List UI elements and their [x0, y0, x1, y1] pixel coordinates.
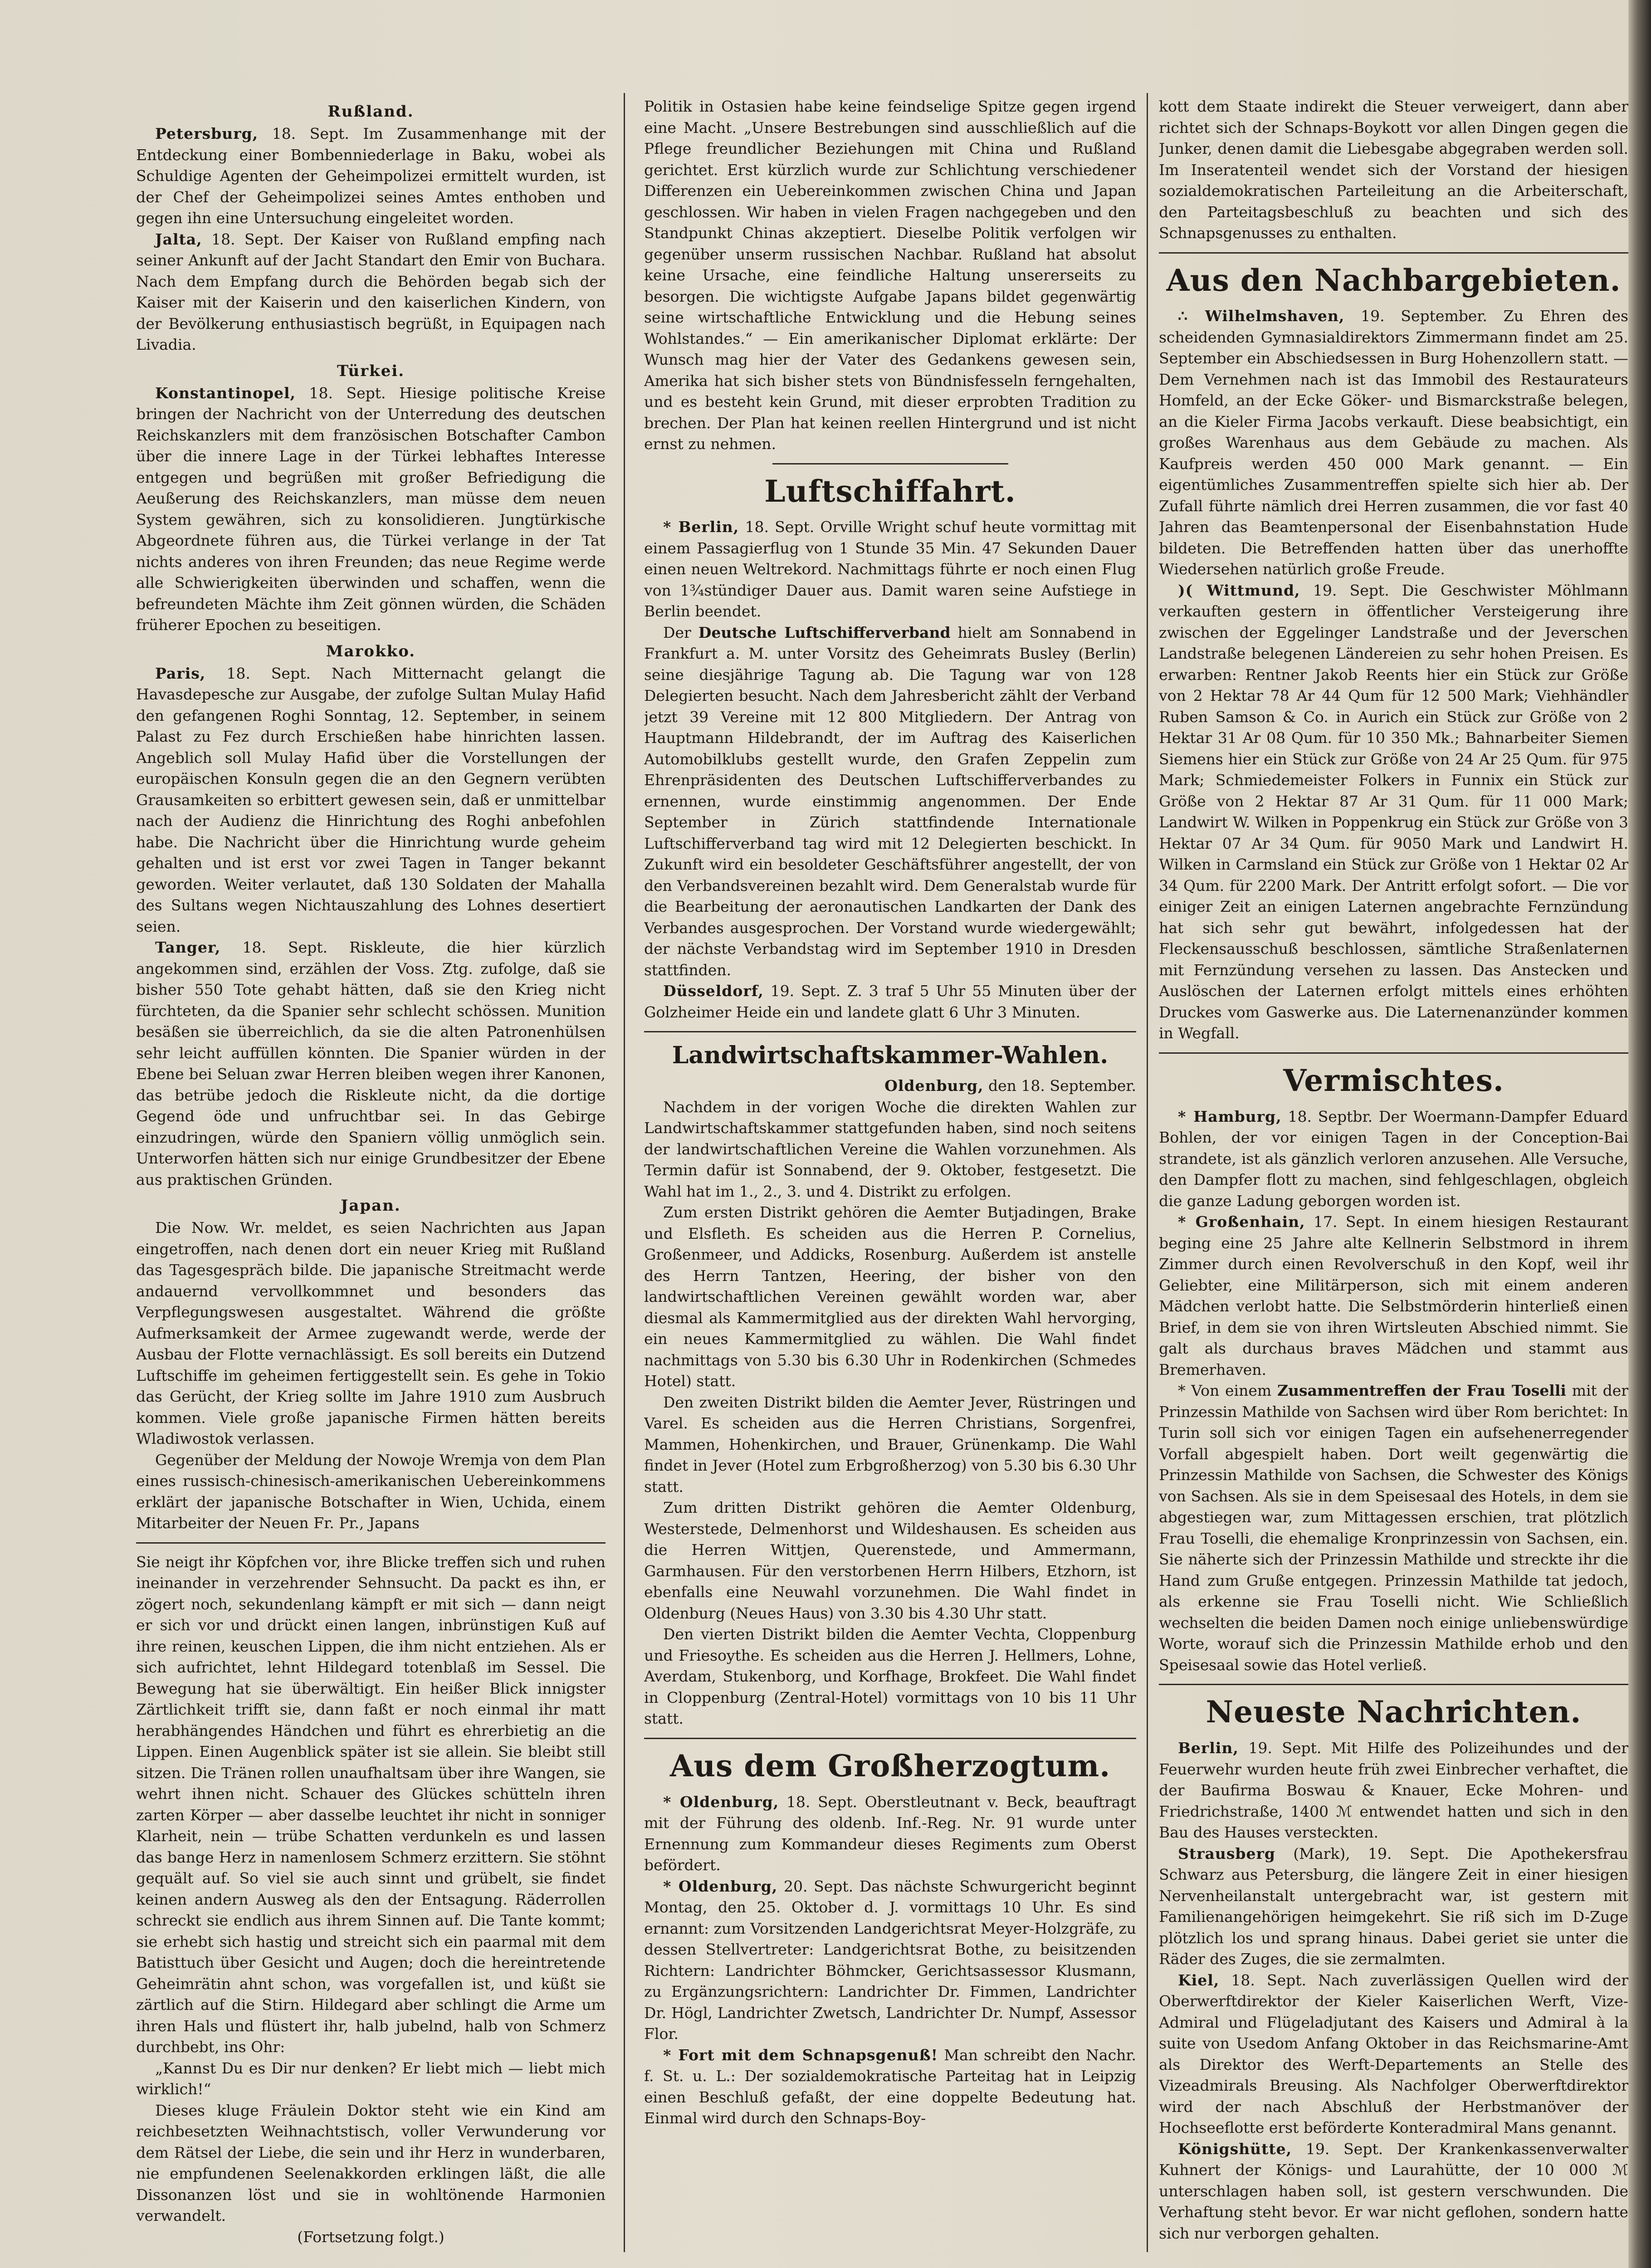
- column-divider-2: [1147, 93, 1148, 2252]
- dateline-oldenburg: Oldenburg, den 18. September.: [884, 1077, 1136, 1095]
- article-luftschifferverband: Der Deutsche Luftschifferverband hielt am Sonnabend in Frankfurt a. M. unter Vorsitz des Geheimrats Busley (Berlin) seine diesjährige Tagung ab. Die Tagung war von 128 Delegierten besucht. Nach dem Jahresbericht zählt der Verband jetzt 39 Vereine mit 12 800 Mitgliedern. Der Antrag von Hauptmann Hildebrandt, der im Auftrag des Kaiserlichen Automobilklubs gestellt wurde, den Grafen Zeppelin zum Ehrenpräsidenten des Deutschen Luftschifferverbandes zu ernennen, wurde einstimmig angenommen. Der Ende September in Zürich stattfindende Internationale Luftschifferverband tag wird mit 12 Delegierten beschickt. In Zukunft wird ein besoldeter Geschäftsführer angestellt, der von den Verbandsvereinen bezahlt wird. Dem Generalstab wurde für die Bearbeitung der aeronautischen Landkarten der Dank des Verbandes ausgesprochen. Der Vorstand wurde wiedergewählt; der nächste Verbandstag wird im September 1910 in Dresden stattfinden.: [644, 623, 1136, 979]
- section-heading-vermischtes: Vermischtes.: [1283, 1062, 1504, 1098]
- article-wittmund: )( Wittmund, 19. Sept. Die Geschwister Möhlmann verkauften gestern in öffentlicher Versteigerung ihre zwischen der Eggelinger Landstraße und der Jeverschen Landstraße belegenen Ländereien zu sehr hohen Preisen. Es erwarben: Rentner Jakob Reents hier ein Stück zur Größe von 2 Hektar 78 Ar 44 Qum für 12 500 Mark; Viehhändler Ruben Samson & Co. in Aurich ein Stück zur Größe von 2 Hektar 31 Ar 08 Qum. für 10 350 Mk.; Bahnarbeiter Siemen Siemens hier ein Stück zur Größe von 24 Ar 25 Qum. für 975 Mark; Schmiedemeister Folkers in Funnix ein Stück zur Größe von 2 Hektar 87 Ar 31 Qum. für 11 000 Mark; Landwirt W. Wilken in Poppenkrug ein Stück zur Größe von 3 Hektar 07 Ar 34 Qum. für 9050 Mark und Landwirt H. Wilken in Carmsland ein Stück zur Größe von 1 Hektar 02 Ar 34 Qum. für 2200 Mark. Der Antritt erfolgt sofort. — Die vor einiger Zeit an einigen Laternen angebrachte Fernzündung hat sich sehr gut bewährt, infolgedessen hat der Fleckensausschuß beschlossen, sämtliche Straßenlaternen mit Fernzündung versehen zu lassen. Das Anstecken und Auslöschen der Laternen erfolgt mittels eines erhöhten Druckes vom Gaswerke aus. Die Laternenanzünder kommen in Wegfall.: [1159, 581, 1628, 1042]
- article-paris: Paris, 18. Sept. Nach Mitternacht gelangt die Havasdepesche zur Ausgabe, der zufolge Sultan Mulay Hafid den gefangenen Roghi Sonntag, 12. September, in seinem Palast zu Fez durch Erschießen habe hinrichten lassen. Angeblich soll Mulay Hafid über die Vorstellungen der europäischen Konsuln gegen die an den Gegnern verübten Grausamkeiten so erbittert gewesen sein, daß er unmittelbar nach der Audienz die Hinrichtung des Roghi anbefohlen habe. Die Nachricht über die Hinrichtung wurde geheim gehalten und ist erst vor zwei Tagen in Tanger bekannt geworden. Weiter verlautet, daß 130 Soldaten der Mahalla des Sultans wegen Nichtauszahlung des Lohnes desertiert seien.: [136, 664, 606, 935]
- article-japan-2: Gegenüber der Meldung der Nowoje Wremja von dem Plan eines russisch-chinesisch-amerikanischen Uebereinkommens erklärt der japanische Botschafter in Wien, Uchida, einem Mitarbeiter der Neuen Fr. Pr., Japans: [136, 1451, 606, 1532]
- article-japan-1: Die Now. Wr. meldet, es seien Nachrichten aus Japan eingetroffen, nach denen dort ein neuer Krieg mit Rußland das Tagesgespräch bilde. Die japanische Streitmacht werde andauernd vervollkommnet und besonders das Verpflegungswesen ausgestaltet. Während die größte Aufmerksamkeit der Armee zugewandt werde, werde der Ausbau der Flotte vernachlässigt. Es soll bereits ein Dutzend Luftschiffe im geheimen fertiggestellt sein. Es gehe in Tokio das Gerücht, der Krieg sollte im Jahre 1910 zum Ausbruch kommen. Viele große japanische Firmen hätten bereits Wladiwostok verlassen.: [136, 1219, 606, 1447]
- divider: [1159, 1684, 1628, 1685]
- article-berlin-wright: * Berlin, 18. Sept. Orville Wright schuf heute vormittag mit einem Passagierflug von 1 Stunde 35 Min. 47 Sekunden Dauer einen neuen Weltrekord. Nachmittags führte er noch einen Flug von 1¾stündiger Dauer aus. Damit waren seine Aufstiege in Berlin beendet.: [644, 518, 1136, 621]
- feuilleton-divider: [136, 1542, 606, 1544]
- section-heading-neueste-nachrichten: Neueste Nachrichten.: [1206, 1694, 1582, 1730]
- article-n-berlin: Berlin, 19. Sept. Mit Hilfe des Polizeihundes und der Feuerwehr wurden heute früh zwei Einbrecher verhaftet, die der Baufirma Boswau & Knauer, Ecke Mohren- und Friedrichstraße, 1400 ℳ entwendet hatten und sich in den Bau des Hauses versteckten.: [1159, 1739, 1628, 1842]
- divider: [644, 1738, 1136, 1739]
- article-n-strausberg: Strausberg (Mark), 19. Sept. Die Apothekersfrau Schwarz aus Petersburg, die längere Zeit in einer hiesigen Nervenheilanstalt untergebracht war, ist gestern mit Familienangehörigen heimgekehrt. Sie riß sich im D-Zuge plötzlich los und sprang hinaus. Dabei geriet sie unter die Räder des Zuges, die sie zermalmten.: [1159, 1844, 1628, 1968]
- article-lwk-2: Zum ersten Distrikt gehören die Aemter Butjadingen, Brake und Elsfleth. Es scheiden aus die Herren P. Cornelius, Großenmeer, und Addicks, Rosenburg. Außerdem ist anstelle des Herrn Tantzen, Heering, der bisher von den landwirtschaftlichen Vereinen gewählt worden war, aber diesmal als Kammermitglied aus der direkten Wahl hervorging, ein neues Kammermitglied zu wählen. Die Wahl findet nachmittags von 5.30 bis 6.30 Uhr in Rodenkirchen (Schmedes Hotel) statt.: [644, 1203, 1136, 1390]
- article-tanger: Tanger, 18. Sept. Riskleute, die hier kürzlich angekommen sind, erzählen der Voss. Ztg. zufolge, daß sie bisher 550 Tote gehabt hätten, daß sie den Krieg nicht fürchteten, da die Spanier sehr schlecht schössen. Munition besäßen sie überreichlich, da sie die alten Patronenhülsen sehr leicht auffüllen könnten. Die Spanier würden in der Ebene bei Seluan zwar Herren bleiben wegen ihrer Kanonen, das betrübe jedoch die Riskleute nicht, da die dortige Gegend öde und unfruchtbar sei. In das Gebirge einzudringen, würde den Spaniern völlig unmöglich sein. Unterworfen hätten sich nur einige Grundbesitzer der Ebene aus praktischen Gründen.: [136, 938, 606, 1188]
- article-lwk-4: Zum dritten Distrikt gehören die Aemter Oldenburg, Westerstede, Delmenhorst und Wildeshausen. Es scheiden aus die Herren Wittjen, Querenstede, und Ammermann, Garmhausen. Für den verstorbenen Herrn Hilbers, Etzhorn, ist ebenfalls eine Neuwahl vorzunehmen. Die Wahl findet in Oldenburg (Neues Haus) von 3.30 bis 4.30 Uhr statt.: [644, 1499, 1136, 1622]
- article-grossenhain: * Großenhain, 17. Sept. In einem hiesigen Restaurant beging eine 25 Jahre alte Kellnerin Selbstmord in ihrem Zimmer durch einen Revolverschuß in den Kopf, weil ihr Geliebter, eine Militärperson, sich mit einem anderen Mädchen verlobt hatte. Die Selbstmörderin hinterließ einen Brief, in dem sie von ihren Wirtsleuten Abschied nimmt. Sie galt als durchaus braves Mädchen und stammt aus Bremerhaven.: [1159, 1213, 1628, 1378]
- column-2: [644, 96, 1136, 2255]
- article-wilhelmshaven: ∴ Wilhelmshaven, 19. September. Zu Ehren des scheidenden Gymnasialdirektors Zimmermann findet am 25. September ein Abschiedsessen in Burg Hohenzollern statt. — Dem Vernehmen nach ist das Immobil des Restaurateurs Homfeld, an der Ecke Göker- und Bismarckstraße belegen, an die Kieler Firma Jacobs verkauft. Diese beabsichtigt, ein großes Warenhaus aus dem Gebäude zu machen. Als Kaufpreis werden 450 000 Mark genannt. — Ein eigentümliches Zusammentreffen spielte sich hier ab. Der Zufall führte nämlich drei Herren zusammen, die vor fast 40 Jahren das Beamtenpersonal der Eisenbahnstation Hude bildeten. Die Betreffenden hatten über das unerhoffte Wiedersehen natürlich große Freude.: [1159, 307, 1628, 578]
- article-jalta: Jalta, 18. Sept. Der Kaiser von Rußland empfing nach seiner Ankunft auf der Jacht Standart den Emir von Buchara. Nach dem Empfang durch die Behörden begab sich der Kaiser mit der Kaiserin und den kaiserlichen Kindern, von der Bevölkerung enthusiastisch begrüßt, in Equipagen nach Livadia.: [136, 230, 606, 353]
- section-heading-grossherzogtum: Aus dem Großherzogtum.: [669, 1748, 1111, 1784]
- article-schnaps-continued: kott dem Staate indirekt die Steuer verweigert, dann aber richtet sich der Schnaps-Boykott vor allen Dingen gegen die Junker, denen damit die Liebesgabe abgegraben werden soll. Im Inseratenteil wendet sich der Vorstand der hiesigen sozialdemokratischen Parteileitung an die Arbeiterschaft, den Parteitagsbeschluß zu beachten und sich des Schnapsgenusses zu enthalten.: [1159, 98, 1628, 242]
- article-japan-politik: Politik in Ostasien habe keine feindselige Spitze gegen irgend eine Macht. „Unsere Bestrebungen sind ausschließlich auf die Pflege freundlicher Beziehungen mit China und Rußland gerichtet. Erst kürzlich wurde zur Schlichtung verschiedener Differenzen ein Uebereinkommen zwischen China und Japan geschlossen. Wir haben in vielen Fragen nachgegeben und den Standpunkt Chinas akzeptiert. Dieselbe Politik verfolgen wir gegenüber unserm russischen Nachbar. Rußland hat absolut keine Ursache, eine feindliche Haltung unsererseits zu besorgen. Die wichtigste Aufgabe Japans bildet gegenwärtig seine wirtschaftliche Entwicklung und die Hebung seines Wohlstandes.“ — Ein amerikanischer Diplomat erklärte: Der Wunsch mag hier der Vater des Gedankens gewesen sein, Amerika hat sich bisher stets von Bündnisfesseln ferngehalten, und es besteht kein Grund, mit dieser erprobten Tradition zu brechen. Der Plan hat keinen reellen Hintergrund und ist nicht ernst zu nehmen.: [644, 98, 1136, 453]
- column-1: [136, 96, 606, 2246]
- article-toselli: * Von einem Zusammentreffen der Frau Toselli mit der Prinzessin Mathilde von Sachsen wird über Rom berichtet: In Turin soll sich vor einigen Tagen ein aufsehenerregender Vorfall abgespielt haben. Dort weilt gegenwärtig die Prinzessin Mathilde von Sachsen, die Schwester des Königs von Sachsen. Als sie in dem Speisesaal des Hotels, in dem sie abgestiegen war, zum Mittagessen erschien, trat plötzlich Frau Toselli, die ehemalige Kronprinzessin von Sachsen, ein. Sie näherte sich der Prinzessin Mathilde und streckte ihr die Hand zum Gruße entgegen. Prinzessin Mathilde tat jedoch, als erkenne sie Frau Toselli nicht. Wie Schließlich wechselten die beiden Damen noch einige unliebenswürdige Worte, worauf sich die Prinzessin Mathilde erhob und den Speisesaal sowie das Hotel verließ.: [1159, 1382, 1628, 1674]
- section-heading-marokko: Marokko.: [326, 642, 416, 660]
- divider: [1159, 252, 1628, 254]
- section-heading-landwirtschaftskammer: Landwirtschaftskammer-Wahlen.: [672, 1041, 1109, 1070]
- column-3: [1159, 96, 1628, 2255]
- section-heading-japan: Japan.: [341, 1197, 401, 1215]
- column-divider-1: [624, 93, 625, 2252]
- divider: [1159, 1052, 1628, 1054]
- section-heading-luftschiffahrt: Luftschiffahrt.: [764, 473, 1016, 509]
- section-heading-tuerkei: Türkei.: [337, 362, 405, 380]
- article-konstantinopel: Konstantinopel, 18. Sept. Hiesige politische Kreise bringen der Nachricht von der Unterredung des deutschen Reichskanzlers mit dem französischen Botschafter Cambon über die innere Lage in der Türkei lebhaftes Interesse entgegen und begrüßen mit großer Befriedigung die Aeußerung des Reichskanzlers, man müsse dem neuen System gewähren, sich zu konsolidieren. Jungtürkische Abgeordnete führen aus, die Türkei verlange in der Tat nichts anderes von ihren Freunden; das neue Regime werde alle Schwierigkeiten überwinden und schaffen, wenn die befreundeten Mächte ihm Zeit gönnen würden, die Schäden früherer Epochen zu beseitigen.: [136, 384, 606, 634]
- section-heading-russland: Rußland.: [327, 103, 414, 121]
- section-heading-nachbargebiete: Aus den Nachbargebieten.: [1166, 262, 1621, 298]
- feuilleton-text-1: Sie neigt ihr Köpfchen vor, ihre Blicke treffen sich und ruhen ineinander in verzehrender Sehnsucht. Da packt es ihn, er zögert noch, sekundenlang kämpft er mit sich — dann neigt er sich vor und drückt einen langen, inbrünstigen Kuß auf ihre reinen, keuschen Lippen, die ihm nicht entziehen. Als er sich aufrichtet, lehnt Hildegard totenblaß im Sessel. Die Bewegung hat sie überwältigt. Ein heißer Blick innigster Zärtlichkeit trifft sie, dann faßt er noch einmal ihr matt herabhängendes Händchen und führt es ehrerbietig an die Lippen. Einen Augenblick später ist sie allein. Sie bleibt still sitzen. Die Tränen rollen unaufhaltsam über ihre Wangen, sie wehrt ihnen nicht. Schauer des Glückes schütteln ihren zarten Körper — aber dasselbe leuchtet ihr nicht in sonniger Klarheit, nein — trübe Schatten verdunkeln es und lassen das bange Herz in namenlosem Schmerz erzittern. Sie stöhnt gequält auf. So viel sie auch sinnt und grübelt, sie findet keinen andern Ausweg als den der Entsagung. Räderrollen schreckt sie endlich aus ihrem Sinnen auf. Die Tante kommt; sie erhebt sich hastig und streicht sich ein paarmal mit dem Batisttuch über Gesicht und Augen; doch die hereintretende Geheimrätin ahnt schon, was vorgefallen ist, und küßt sie zärtlich auf die Stirn. Hildegard aber schlingt die Arme um ihren Hals und flüstert ihr, halb jubelnd, halb von Schmerz durchbebt, ins Ohr:: [136, 1553, 606, 2056]
- article-hamburg: * Hamburg, 18. Septbr. Der Woermann-Dampfer Eduard Bohlen, der vor einigen Tagen in der Conception-Bai strandete, ist als gänzlich verloren anzusehen. Alle Versuche, den Dampfer flott zu machen, sind fehlgeschlagen, obgleich die ganze Ladung geborgen worden ist.: [1159, 1107, 1628, 1210]
- article-petersburg: Petersburg, 18. Sept. Im Zusammenhange mit der Entdeckung einer Bombenniederlage in Baku, wobei als Schuldige Agenten der Geheimpolizei ermittelt wurden, ist der Chef der Geheimpolizei seines Amtes enthoben und gegen ihn eine Untersuchung eingeleitet worden.: [136, 125, 606, 227]
- divider: [644, 1031, 1136, 1032]
- article-n-kiel: Kiel, 18. Sept. Nach zuverlässigen Quellen wird der Oberwerftdirektor der Kieler Kaiserlichen Werft, Vize-Admiral und Flügeladjutant des Kaisers und Admiral à la suite von Usedom Anfang Oktober in das Reichsmarine-Amt als Direktor des Werft-Departements an Stelle des Vizeadmirals Breusing. Als Nachfolger Oberwerftdirektor wird der nach Abschluß der Herbstmanöver der Hochseeflotte erst beförderte Konteradmiral Mans genannt.: [1159, 1971, 1628, 2137]
- article-lwk-5: Den vierten Distrikt bilden die Aemter Vechta, Cloppenburg und Friesoythe. Es scheiden aus die Herren J. Hellmers, Lohne, Averdam, Stukenborg, und Korfhage, Brokfeet. Die Wahl findet in Cloppenburg (Zentral-Hotel) vormittags von 10 bis 11 Uhr statt.: [644, 1625, 1136, 1728]
- article-oldenburg-schwurgericht: * Oldenburg, 20. Sept. Das nächste Schwurgericht beginnt Montag, den 25. Oktober d. J. vormittags 10 Uhr. Es sind ernannt: zum Vorsitzenden Landgerichtsrat Meyer-Holzgräfe, zu dessen Stellvertreter: Landgerichtsrat Bothe, zu beisitzenden Richtern: Landrichter Böhmcker, Gerichtsassessor Klusmann, zu Ergänzungsrichtern: Landrichter Dr. Fimmen, Landrichter Dr. Högl, Landrichter Zwetsch, Landrichter Dr. Numpf, Assessor Flor.: [644, 1877, 1136, 2043]
- article-oldenburg-beck: * Oldenburg, 18. Sept. Oberstleutnant v. Beck, beauftragt mit der Führung des oldenb. Inf.-Reg. Nr. 91 wurde unter Ernennung zum Kommandeur dieses Regiments zum Oberst befördert.: [644, 1793, 1136, 1874]
- page-edge: [1628, 0, 1651, 2268]
- article-duesseldorf: Düsseldorf, 19. Sept. Z. 3 traf 5 Uhr 55 Minuten über der Golzheimer Heide ein und landete glatt 6 Uhr 3 Minuten.: [644, 982, 1136, 1021]
- article-n-koenigshuette: Königshütte, 19. Sept. Der Krankenkassenverwalter Kuhnert der Königs- und Laurahütte, der 10 000 ℳ unterschlagen haben soll, ist gestern verschwunden. Die Verhaftung steht bevor. Er war nicht geflohen, sondern hatte sich nur verborgen gehalten.: [1159, 2140, 1628, 2242]
- feuilleton-text-3: Dieses kluge Fräulein Doktor steht wie ein Kind am reichbesetzten Weihnachtstisch, voller Verwunderung vor dem Rätsel der Liebe, die sein und ihr Herz in wunderbaren, nie empfundenen Seelenakkorden erklingen läßt, die alle Dissonanzen löst und sie in wohltönende Harmonien verwandelt.: [136, 2101, 606, 2224]
- feuilleton-continued: (Fortsetzung folgt.): [297, 2228, 444, 2246]
- article-schnapsgenuss: * Fort mit dem Schnapsgenuß! Man schreibt den Nachr. f. St. u. L.: Der sozialdemokratische Parteitag hat in Leipzig einen Beschluß gefaßt, der eine doppelte Bedeutung hat. Einmal wird durch den Schnaps-Boy-: [644, 2046, 1136, 2127]
- article-lwk-3: Den zweiten Distrikt bilden die Aemter Jever, Rüstringen und Varel. Es scheiden aus die Herren Christians, Sorgenfrei, Mammen, Hohenkirchen, und Brauer, Grünenkamp. Die Wahl findet in Jever (Hotel zum Erbgroßherzog) von 5.30 bis 6.30 Uhr statt.: [644, 1393, 1136, 1496]
- article-lwk-1: Nachdem in der vorigen Woche die direkten Wahlen zur Landwirtschaftskammer stattgefunden haben, sind noch seitens der landwirtschaftlichen Vereine die Wahlen vorzunehmen. Als Termin dafür ist Sonnabend, der 9. Oktober, festgesetzt. Die Wahl hat im 1., 2., 3. und 4. Distrikt zu erfolgen.: [644, 1098, 1136, 1200]
- feuilleton-text-2: „Kannst Du es Dir nur denken? Er liebt mich — liebt mich wirklich!“: [136, 2059, 606, 2098]
- divider: [772, 463, 1008, 464]
